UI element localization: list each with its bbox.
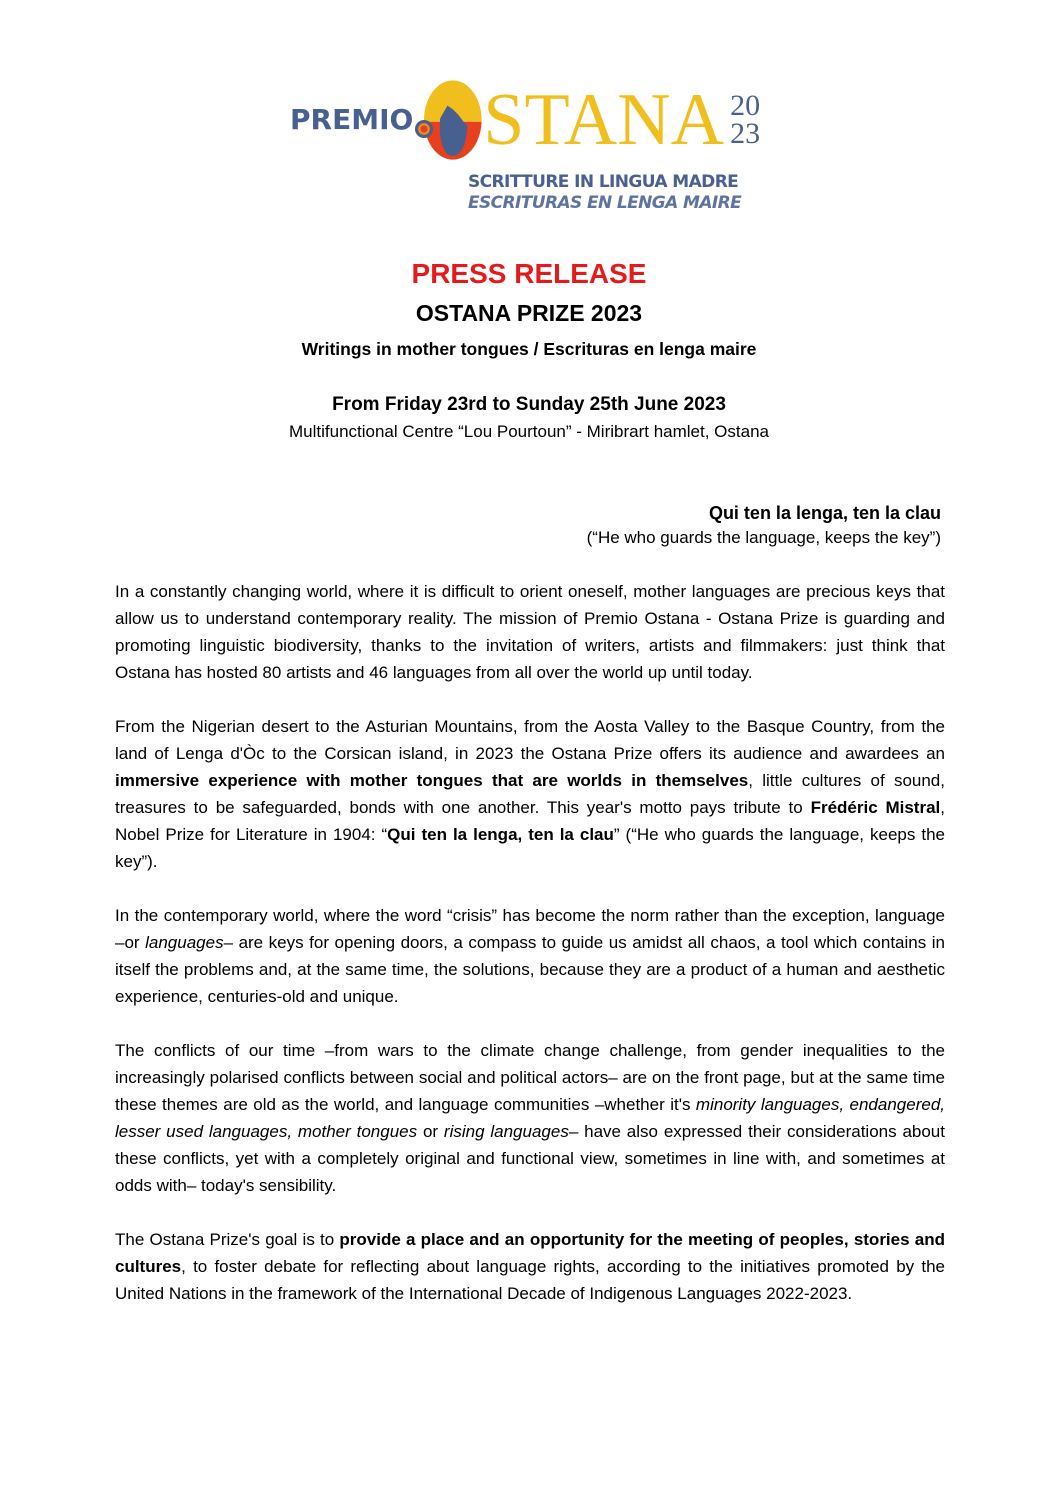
press-release-heading: PRESS RELEASE — [411, 258, 647, 289]
logo-o-mountain-emblem — [415, 75, 487, 165]
motto: Qui ten la lenga, ten la clau — [708, 503, 941, 523]
bold-name-mistral: Frédéric Mistral — [810, 798, 941, 817]
paragraph-intro-text: In a constantly changing world, where it is difficult to orient oneself, mother languages are precious keys that allow us to understand contemporary reality. The mission of Premio Ostana - Ostana Prize is guarding and promoting linguistic biodiversity, thanks to the invitation of writers, artists and filmmakers: just think that Ostana has hosted 80 artists and 46 languages from all over the world up until today. — [115, 582, 945, 682]
text-run: or — [417, 1122, 444, 1141]
logo-subtitle-italian: SCRITTURE IN LINGUA MADRE — [468, 172, 739, 192]
prize-title: OSTANA PRIZE 2023 — [415, 300, 643, 326]
press-release-body — [115, 578, 945, 1334]
text-run: From the Nigerian desert to the Asturian Mountains, from the Aosta Valley to the Basque Country, from the land of Lenga d'Òc to the Corsican island, in 2023 the Ostana Prize offers its audience and awardees an — [115, 717, 945, 763]
text-run: ” (“He who guards the language, keeps the key”). — [115, 825, 945, 871]
text-run: – are keys for opening doors, a compass to guide us amidst all chaos, a tool which contains in itself the problems and, at the same time, the solutions, because they are a product of a human and aesthetic experience, centuries-old and unique. — [115, 933, 945, 1006]
text-run: In the contemporary world, where the word “crisis” has become the norm rather than the exception, language –or — [115, 906, 945, 952]
text-run: , to foster debate for reflecting about language rights, according to the initiatives promoted by the United Nations in the framework of the International Decade of Indigenous Languages 2022-2023. — [115, 1257, 945, 1303]
press-header — [0, 256, 1058, 444]
bold-motto-inline: Qui ten la lenga, ten la clau — [387, 825, 614, 844]
text-run: The conflicts of our time –from wars to the climate change challenge, from gender inequalities to the increasingly polarised conflicts between social and political actors– are on the front page, but at the same time these themes are old as the world, and language communities –whether it's — [115, 1041, 945, 1114]
paragraph-crisis — [115, 902, 945, 1010]
logo-year-top: 20 — [730, 89, 761, 122]
italic-text-run: languages — [145, 933, 224, 952]
paragraph-goal — [115, 1226, 945, 1307]
text-run: , Nobel Prize for Literature in 1904: “ — [115, 798, 946, 844]
event-dates: From Friday 23rd to Sunday 25th June 2023 — [332, 394, 726, 415]
logo-year-bottom: 23 — [730, 117, 761, 150]
logo-year — [730, 89, 761, 150]
prize-subtitle: Writings in mother tongues / Escrituras en lenga maire — [301, 339, 757, 359]
text-run: – have also expressed their considerations about these conflicts, yet with a completely original and functional view, sometimes in line with, and sometimes at odds with– today's sensibility. — [115, 1122, 945, 1195]
text-run: The Ostana Prize's goal is to — [115, 1230, 340, 1249]
logo-stana-text: STANA — [483, 79, 725, 161]
paragraph-conflicts — [115, 1037, 945, 1199]
italic-text-run: rising languages — [443, 1122, 569, 1141]
logo-wordmark-row — [290, 72, 780, 168]
text-run: , little cultures of sound, treasures to be safeguarded, bonds with one another. This year's motto pays tribute to — [115, 771, 945, 817]
premio-ostana-logo — [290, 72, 780, 214]
logo-subtitle-occitan: ESCRITURAS EN LENGA MAIRE — [468, 193, 742, 213]
italic-text-run: minority languages, endangered, lesser used languages, mother tongues — [115, 1095, 945, 1141]
bold-text-run: provide a place and an opportunity for the meeting of peoples, stories and cultures — [115, 1230, 945, 1276]
paragraph-intro — [115, 578, 945, 686]
paragraph-journey — [115, 713, 945, 875]
motto-block — [587, 500, 941, 550]
bold-text-run: immersive experience with mother tongues that are worlds in themselves — [115, 771, 749, 790]
motto-translation: (“He who guards the language, keeps the key”) — [586, 528, 941, 547]
logo-premio-text: PREMIO — [290, 103, 414, 136]
event-venue: Multifunctional Centre “Lou Pourtoun” - Miribrart hamlet, Ostana — [289, 422, 769, 441]
logo-subtitles — [468, 172, 780, 214]
